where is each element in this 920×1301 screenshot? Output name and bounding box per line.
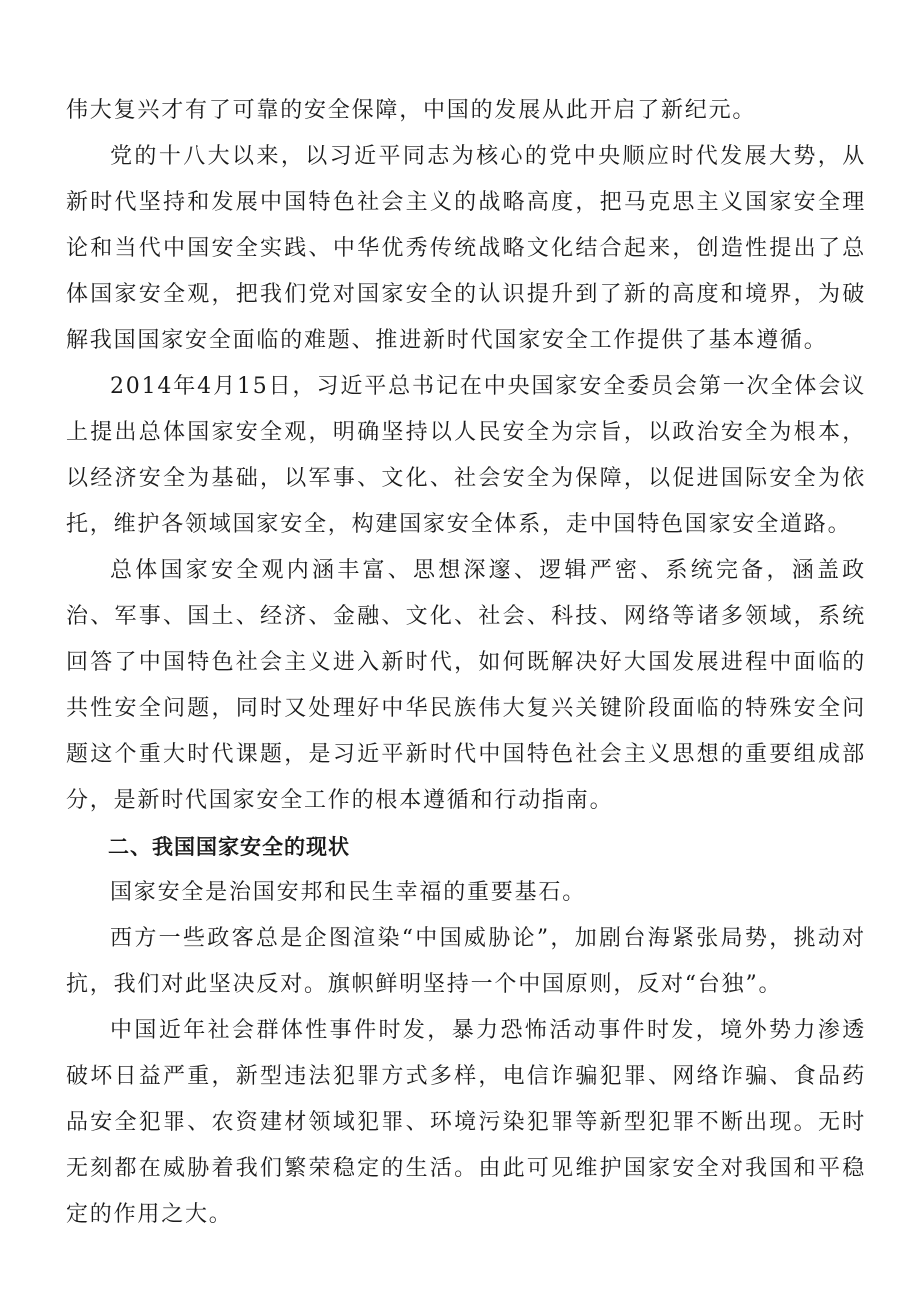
paragraph-2014-proposal: 2014年4月15日，习近平总书记在中央国家安全委员会第一次全体会议上提出总体国家安全观，明确坚持以人民安全为宗旨，以政治安全为根本，以经济安全为基础，以军事、文化、社会安全为保障，以促进国际安全为依托，维护各领域国家安全，构建国家安全体系，走中国特色国家安全道路。 <box>66 374 866 537</box>
paragraph-eighteenth-congress: 党的十八大以来，以习近平同志为核心的党中央顺应时代发展大势，从新时代坚持和发展中国特色社会主义的战略高度，把马克思主义国家安全理论和当代中国安全实践、中华优秀传统战略文化结合起来，创造性提出了总体国家安全观，把我们党对国家安全的认识提升到了新的高度和境界，为破解我国国家安全面临的难题、推进新时代国家安全工作提供了基本遵循。 <box>66 144 866 353</box>
document-body <box>66 88 866 1238</box>
paragraph-cornerstone: 国家安全是治国安邦和民生幸福的重要基石。 <box>110 880 587 905</box>
paragraph-security-concept-content: 总体国家安全观内涵丰富、思想深邃、逻辑严密、系统完备，涵盖政治、军事、国土、经济、金融、文化、社会、科技、网络等诸多领域，系统回答了中国特色社会主义进入新时代，如何既解决好大国发展进程中面临的共性安全问题，同时又处理好中华民族伟大复兴关键阶段面临的特殊安全问题这个重大时代课题，是习近平新时代中国特色社会主义思想的重要组成部分，是新时代国家安全工作的根本遵循和行动指南。 <box>66 558 866 813</box>
paragraph-western-politicians: 西方一些政客总是企图渲染“中国威胁论”，加剧台海紧张局势，挑动对抗，我们对此坚决反对。旗帜鲜明坚持一个中国原则，反对“台独”。 <box>66 926 866 997</box>
section-heading: 二、我国国家安全的现状 <box>108 835 350 859</box>
paragraph-domestic-threats: 中国近年社会群体性事件时发，暴力恐怖活动事件时发，境外势力渗透破坏日益严重，新型违法犯罪方式多样，电信诈骗犯罪、网络诈骗、食品药品安全犯罪、农资建材领域犯罪、环境污染犯罪等新型犯罪不断出现。无时无刻都在威胁着我们繁荣稳定的生活。由此可见维护国家安全对我国和平稳定的作用之大。 <box>66 1018 866 1227</box>
paragraph-continuation: 伟大复兴才有了可靠的安全保障，中国的发展从此开启了新纪元。 <box>66 98 757 123</box>
